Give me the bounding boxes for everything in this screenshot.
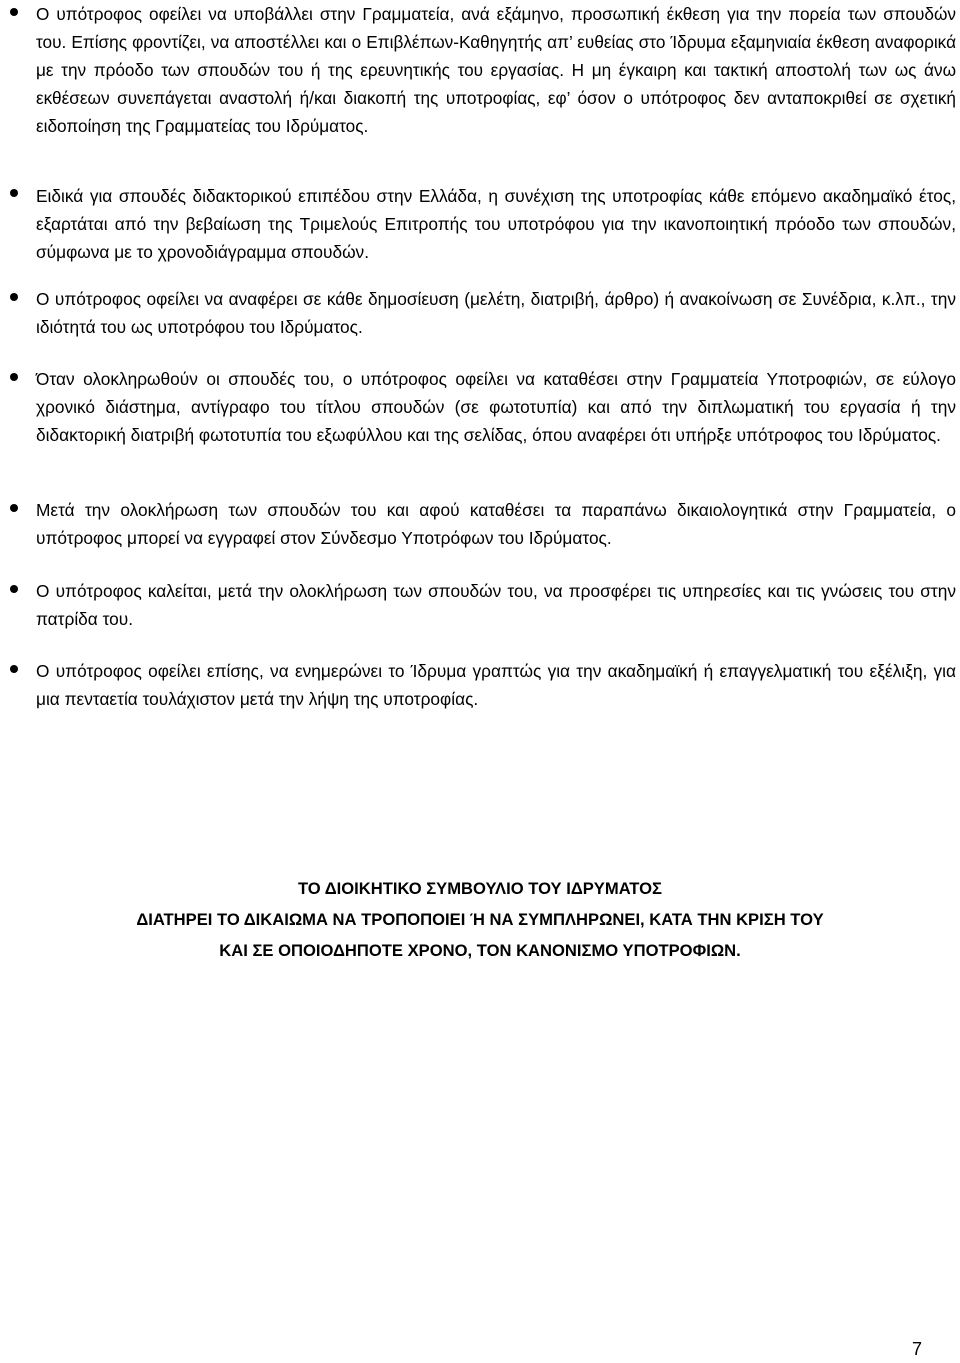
notice-line-2: ΔΙΑΤΗΡΕΙ ΤΟ ΔΙΚΑΙΩΜΑ ΝΑ ΤΡΟΠΟΠΟΙΕΙ Ή ΝΑ ΣΥΜΠΛΗΡΩΝΕΙ, ΚΑΤΑ ΤΗΝ ΚΡΙΣΗ ΤΟΥ bbox=[136, 910, 824, 929]
bullet-icon bbox=[10, 585, 18, 593]
bullet-text: Ο υπότροφος οφείλει επίσης, να ενημερώνει το Ίδρυμα γραπτώς για την ακαδημαϊκή ή επαγγελματική του εξέλιξη, για μια πενταετία τουλάχιστον μετά την λήψη της υποτροφίας. bbox=[36, 661, 956, 709]
notice-line-1: ΤΟ ΔΙΟΙΚΗΤΙΚΟ ΣΥΜΒΟΥΛΙΟ ΤΟΥ ΙΔΡΥΜΑΤΟΣ bbox=[297, 879, 663, 898]
bullet-icon bbox=[10, 373, 18, 381]
bullet-icon bbox=[10, 665, 18, 673]
bullet-text: Ο υπότροφος οφείλει να υποβάλλει στην Γραμματεία, ανά εξάμηνο, προσωπική έκθεση για την πορεία των σπουδών του. Επίσης φροντίζει, να αποστέλλει και ο Επιβλέπων-Καθηγητής απ’ ευθείας στο Ίδρυμα εξαμηνιαία έκθεση αναφορικά με την πρόοδο των σπουδών του ή της ερευνητικής του εργασίας. Η μη έγκαιρη και τακτική αποστολή των ως άνω εκθέσεων συνεπάγεται αναστολή ή/και διακοπή της υποτροφίας, εφ’ όσον ο υπότροφος δεν ανταποκριθεί σε σχετική ειδοποίηση της Γραμματείας του Ιδρύματος. bbox=[36, 4, 956, 136]
notice-line-3: ΚΑΙ ΣΕ ΟΠΟΙΟΔΗΠΟΤΕ ΧΡΟΝΟ, ΤΟΝ ΚΑΝΟΝΙΣΜΟ ΥΠΟΤΡΟΦΙΩΝ. bbox=[219, 941, 741, 960]
bullet-icon bbox=[10, 504, 18, 512]
bullet-text: Όταν ολοκληρωθούν οι σπουδές του, ο υπότροφος οφείλει να καταθέσει στην Γραμματεία Υποτροφιών, σε εύλογο χρονικό διάστημα, αντίγραφο του τίτλου σπουδών (σε φωτοτυπία) και από την διπλωματική του εργασία ή την διδακτορική διατριβή φωτοτυπία του εξωφύλλου και της σελίδας, όπου αναφέρει ότι υπήρξε υπότροφος του Ιδρύματος. bbox=[36, 369, 956, 445]
bullet-text: Ο υπότροφος καλείται, μετά την ολοκλήρωση των σπουδών του, να προσφέρει τις υπηρεσίες και τις γνώσεις του στην πατρίδα του. bbox=[36, 581, 956, 629]
bullet-text: Μετά την ολοκλήρωση των σπουδών του και αφού καταθέσει τα παραπάνω δικαιολογητικά στην Γραμματεία, ο υπότροφος μπορεί να εγγραφεί στον Σύνδεσμο Υποτρόφων του Ιδρύματος. bbox=[36, 500, 956, 548]
bullet-text: Ειδικά για σπουδές διδακτορικού επιπέδου στην Ελλάδα, η συνέχιση της υποτροφίας κάθε επόμενο ακαδημαϊκό έτος, εξαρτάται από την βεβαίωση της Τριμελούς Επιτροπής του υποτρόφου για την ικανοποιητική πρόοδο των σπουδών, σύμφωνα με το χρονοδιάγραμμα σπουδών. bbox=[36, 186, 956, 262]
bullet-icon bbox=[10, 293, 18, 301]
bullet-icon bbox=[10, 8, 18, 16]
board-notice bbox=[0, 873, 960, 966]
bullet-text: Ο υπότροφος οφείλει να αναφέρει σε κάθε δημοσίευση (μελέτη, διατριβή, άρθρο) ή ανακοίνωση σε Συνέδρια, κ.λπ., την ιδιότητά του ως υποτρόφου του Ιδρύματος. bbox=[36, 289, 956, 337]
page-number: 7 bbox=[911, 1339, 922, 1359]
bullet-icon bbox=[10, 189, 18, 197]
